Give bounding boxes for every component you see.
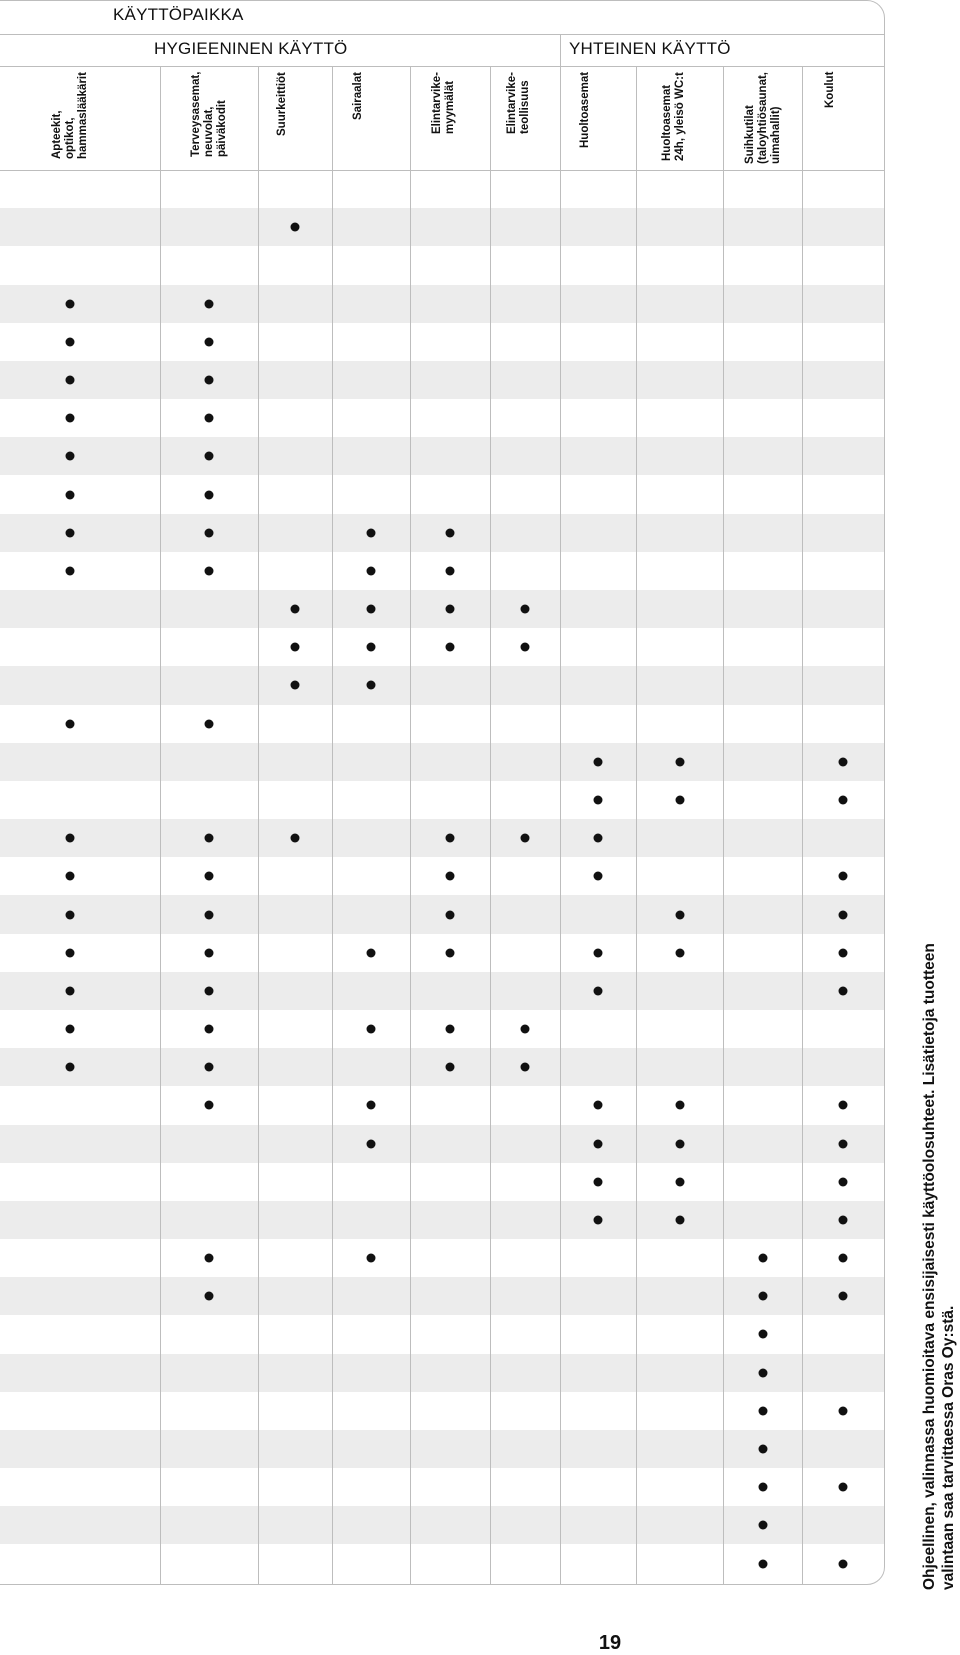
column-header: Koulut <box>824 72 836 109</box>
marker-dot <box>66 490 75 499</box>
row-band <box>0 1048 884 1086</box>
marker-dot <box>758 1368 767 1377</box>
marker-dot <box>446 643 455 652</box>
marker-dot <box>205 1025 214 1034</box>
group-header-common: YHTEINEN KÄYTTÖ <box>569 39 731 58</box>
marker-dot <box>205 337 214 346</box>
marker-dot <box>839 1101 848 1110</box>
marker-dot <box>205 1063 214 1072</box>
marker-dot <box>367 643 376 652</box>
row-band <box>0 1430 884 1468</box>
row-band <box>0 285 884 323</box>
marker-dot <box>205 872 214 881</box>
marker-dot <box>205 528 214 537</box>
footnote-line-2: valintaan saa tarvittaessa Oras Oy:stä. <box>940 1305 957 1590</box>
marker-dot <box>446 834 455 843</box>
marker-dot <box>675 1139 684 1148</box>
column-rule <box>410 66 411 1585</box>
marker-dot <box>839 1559 848 1568</box>
marker-dot <box>446 948 455 957</box>
column-header: Terveysasemat, neuvolat, päiväkodit <box>190 72 228 158</box>
row-band <box>0 743 884 781</box>
marker-dot <box>839 1292 848 1301</box>
marker-dot <box>758 1483 767 1492</box>
marker-dot <box>205 490 214 499</box>
column-header: Apteekit, optikot, hammaslääkärit <box>51 72 89 159</box>
marker-dot <box>446 566 455 575</box>
marker-dot <box>446 528 455 537</box>
row-band <box>0 895 884 933</box>
column-header: Elintarvike- myymälät <box>431 72 456 134</box>
marker-dot <box>66 948 75 957</box>
marker-dot <box>66 986 75 995</box>
marker-dot <box>521 1025 530 1034</box>
marker-dot <box>594 1177 603 1186</box>
marker-dot <box>839 757 848 766</box>
group-divider <box>560 34 561 66</box>
marker-dot <box>521 643 530 652</box>
marker-dot <box>446 872 455 881</box>
marker-dot <box>66 299 75 308</box>
header-rule <box>0 66 884 67</box>
marker-dot <box>205 1254 214 1263</box>
marker-dot <box>367 566 376 575</box>
column-rule <box>560 66 561 1585</box>
marker-dot <box>66 337 75 346</box>
marker-dot <box>66 375 75 384</box>
row-band <box>0 437 884 475</box>
marker-dot <box>446 605 455 614</box>
column-header: Huoltoasemat <box>579 72 591 149</box>
column-header: Sairaalat <box>352 72 364 120</box>
marker-dot <box>66 566 75 575</box>
marker-dot <box>675 795 684 804</box>
marker-dot <box>205 719 214 728</box>
row-band <box>0 1506 884 1544</box>
marker-dot <box>66 414 75 423</box>
marker-dot <box>675 948 684 957</box>
marker-dot <box>66 834 75 843</box>
marker-dot <box>367 528 376 537</box>
marker-dot <box>839 986 848 995</box>
marker-dot <box>594 948 603 957</box>
marker-dot <box>66 1063 75 1072</box>
marker-dot <box>521 605 530 614</box>
marker-dot <box>205 910 214 919</box>
marker-dot <box>66 872 75 881</box>
footnote <box>920 890 958 1590</box>
column-rule <box>332 66 333 1585</box>
column-rule <box>636 66 637 1585</box>
header-rule <box>0 34 884 35</box>
marker-dot <box>367 1101 376 1110</box>
group-header-hygienic: HYGIEENINEN KÄYTTÖ <box>154 39 348 58</box>
column-rule <box>490 66 491 1585</box>
marker-dot <box>291 834 300 843</box>
marker-dot <box>839 872 848 881</box>
column-header: Elintarvike- teollisuus <box>506 72 531 134</box>
marker-dot <box>675 1101 684 1110</box>
marker-dot <box>758 1292 767 1301</box>
row-band <box>0 1354 884 1392</box>
marker-dot <box>839 1406 848 1415</box>
marker-dot <box>758 1330 767 1339</box>
marker-dot <box>594 1101 603 1110</box>
row-band <box>0 208 884 246</box>
marker-dot <box>521 1063 530 1072</box>
row-band <box>0 972 884 1010</box>
column-rule <box>802 66 803 1585</box>
marker-dot <box>66 528 75 537</box>
row-band <box>0 514 884 552</box>
marker-dot <box>66 452 75 461</box>
marker-dot <box>291 681 300 690</box>
marker-dot <box>205 414 214 423</box>
marker-dot <box>594 795 603 804</box>
marker-dot <box>839 1177 848 1186</box>
marker-dot <box>291 223 300 232</box>
marker-dot <box>594 757 603 766</box>
marker-dot <box>367 948 376 957</box>
marker-dot <box>205 1292 214 1301</box>
marker-dot <box>758 1445 767 1454</box>
marker-dot <box>205 375 214 384</box>
marker-dot <box>758 1559 767 1568</box>
marker-dot <box>839 795 848 804</box>
footnote-line-1: Ohjeellinen, valinnassa huomioitava ensisijaisesti käyttöolosuhteet. Lisätietoja tuotteen <box>921 943 938 1590</box>
row-band <box>0 666 884 704</box>
marker-dot <box>205 986 214 995</box>
marker-dot <box>594 1215 603 1224</box>
marker-dot <box>367 681 376 690</box>
marker-dot <box>758 1254 767 1263</box>
row-band <box>0 361 884 399</box>
row-band <box>0 1277 884 1315</box>
marker-dot <box>205 299 214 308</box>
marker-dot <box>594 1139 603 1148</box>
marker-dot <box>839 910 848 919</box>
marker-dot <box>675 1177 684 1186</box>
marker-dot <box>66 719 75 728</box>
column-rule <box>258 66 259 1585</box>
column-rule <box>160 66 161 1585</box>
marker-dot <box>66 910 75 919</box>
marker-dot <box>446 910 455 919</box>
marker-dot <box>839 948 848 957</box>
marker-dot <box>291 605 300 614</box>
marker-dot <box>839 1215 848 1224</box>
marker-dot <box>594 986 603 995</box>
marker-dot <box>367 605 376 614</box>
column-header: Suihkutilat (taloyhtiösaunat, uimahallit) <box>743 72 782 165</box>
marker-dot <box>205 834 214 843</box>
marker-dot <box>291 643 300 652</box>
marker-dot <box>839 1483 848 1492</box>
marker-dot <box>446 1025 455 1034</box>
column-header: Suurkeittiöt <box>276 72 288 136</box>
marker-dot <box>521 834 530 843</box>
marker-dot <box>66 1025 75 1034</box>
row-band <box>0 1201 884 1239</box>
marker-dot <box>675 757 684 766</box>
marker-dot <box>367 1139 376 1148</box>
marker-dot <box>675 910 684 919</box>
column-header: Huoltoasemat 24h, yleisö WC:t <box>660 72 686 161</box>
marker-dot <box>839 1254 848 1263</box>
marker-dot <box>205 566 214 575</box>
marker-dot <box>594 834 603 843</box>
row-band <box>0 590 884 628</box>
column-rule <box>723 66 724 1585</box>
page-number: 19 <box>598 1632 622 1654</box>
marker-dot <box>594 872 603 881</box>
marker-dot <box>446 1063 455 1072</box>
row-band <box>0 1125 884 1163</box>
row-band <box>0 819 884 857</box>
marker-dot <box>367 1025 376 1034</box>
marker-dot <box>205 948 214 957</box>
marker-dot <box>758 1406 767 1415</box>
header-bottom-rule <box>0 170 884 171</box>
marker-dot <box>367 1254 376 1263</box>
marker-dot <box>675 1215 684 1224</box>
marker-dot <box>205 452 214 461</box>
table-title: KÄYTTÖPAIKKA <box>113 5 244 24</box>
marker-dot <box>205 1101 214 1110</box>
marker-dot <box>839 1139 848 1148</box>
marker-dot <box>758 1521 767 1530</box>
